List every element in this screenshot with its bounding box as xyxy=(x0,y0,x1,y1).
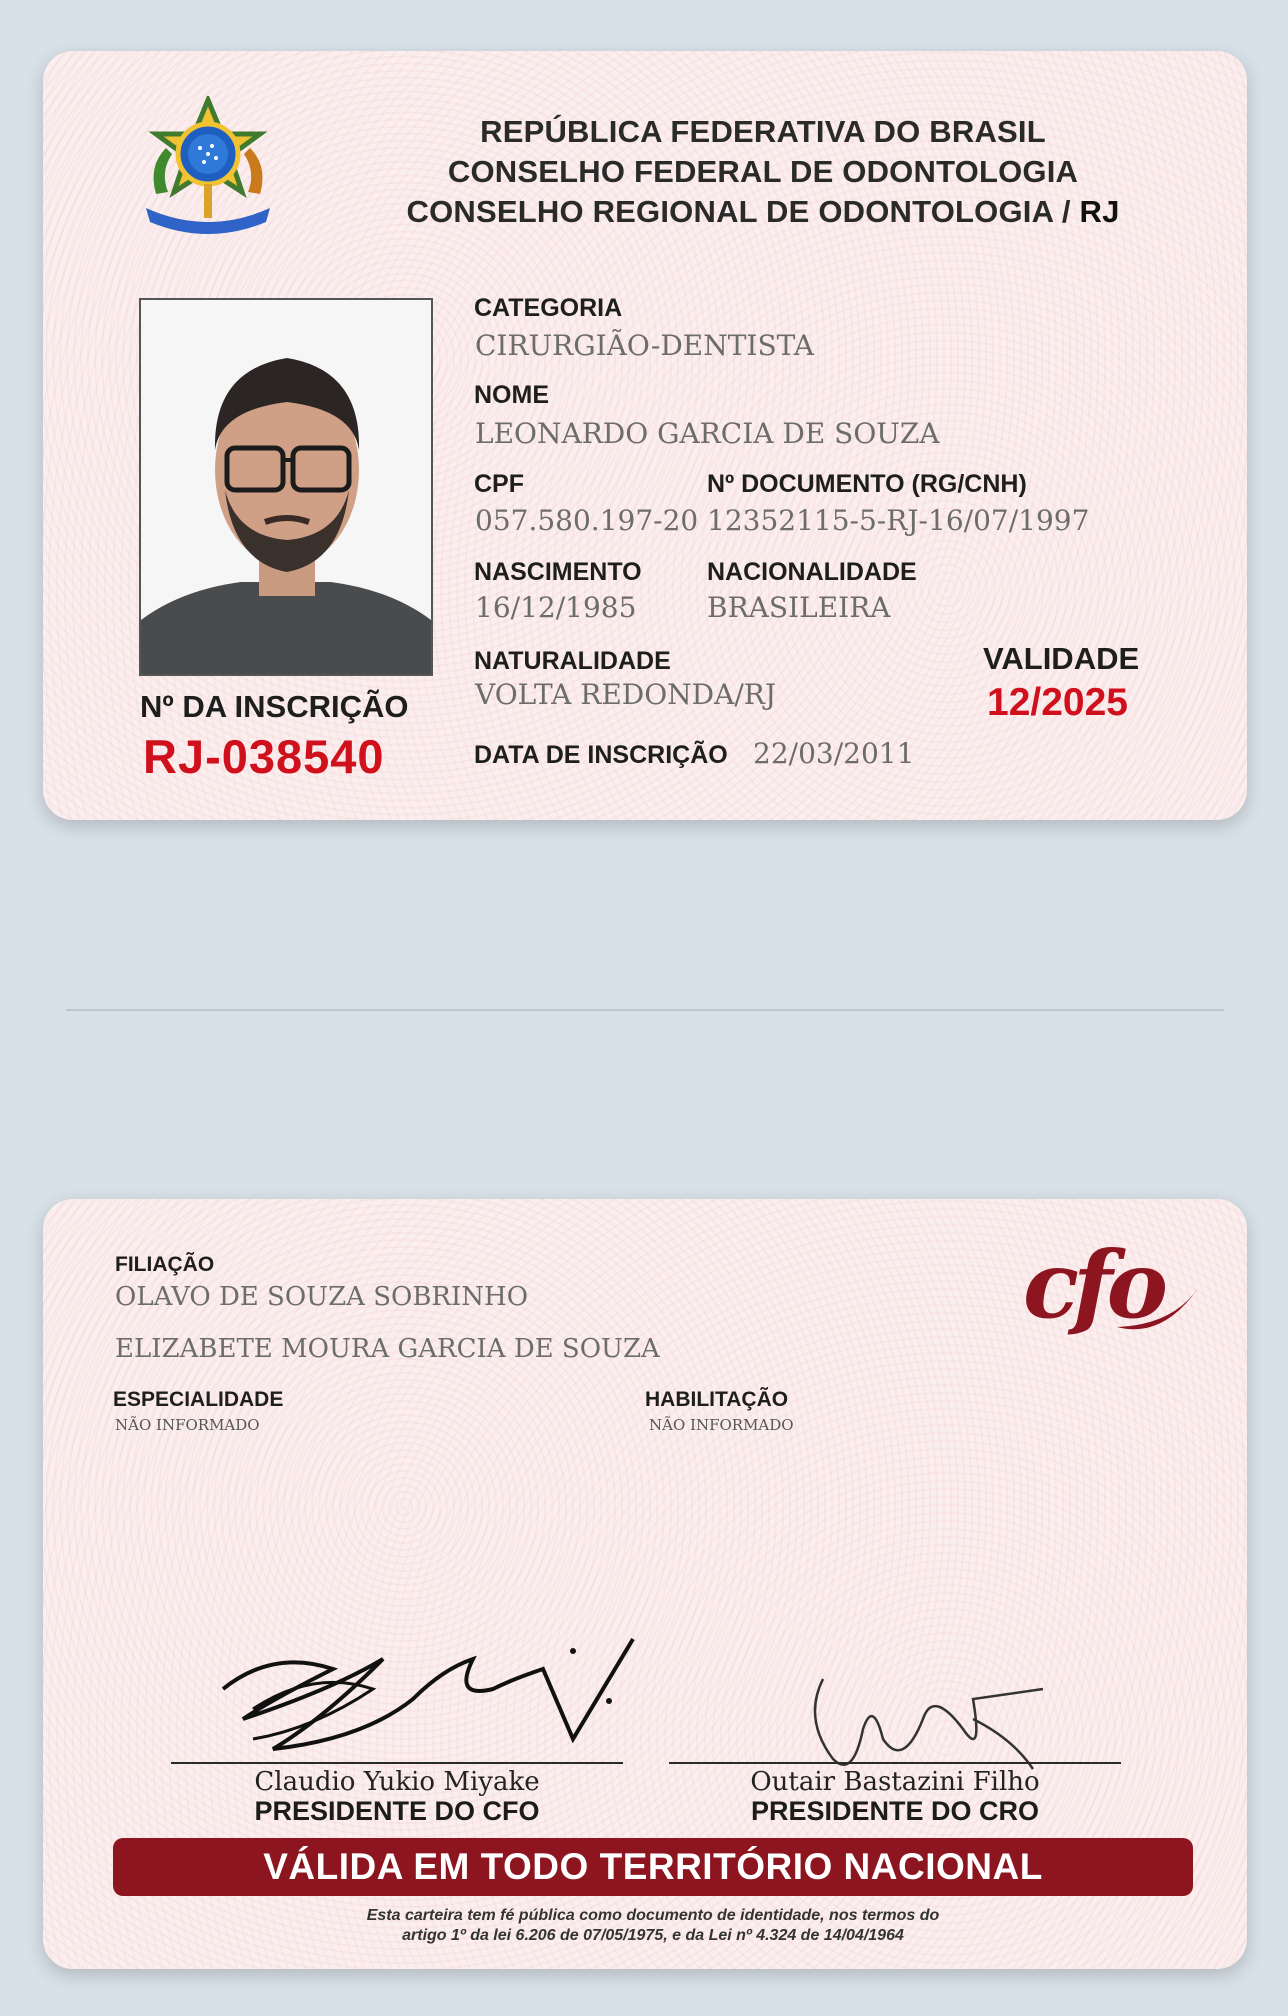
data-inscricao-value: 22/03/2011 xyxy=(753,737,915,770)
nascimento-label: NASCIMENTO xyxy=(474,558,642,586)
documento-value: 12352115-5-RJ-16/07/1997 xyxy=(707,504,1090,537)
id-card-front xyxy=(43,51,1247,820)
cpf-value: 057.580.197-20 xyxy=(475,504,699,537)
especialidade-label: ESPECIALIDADE xyxy=(113,1388,284,1411)
signature-cfo xyxy=(213,1629,673,1769)
cfo-logo-icon xyxy=(1023,1231,1203,1349)
nacionalidade-value: BRASILEIRA xyxy=(707,591,891,624)
signature-line-cro xyxy=(669,1762,1121,1764)
data-inscricao-label: DATA DE INSCRIÇÃO xyxy=(474,741,728,769)
naturalidade-label: NATURALIDADE xyxy=(474,647,671,675)
header-uf: RJ xyxy=(1079,194,1120,229)
cfo-logo-swoosh xyxy=(1113,1269,1203,1339)
id-card-back xyxy=(43,1199,1247,1969)
habilitacao-label: HABILITAÇÃO xyxy=(645,1388,789,1411)
header-line-3-prefix: CONSELHO REGIONAL DE ODONTOLOGIA / xyxy=(406,194,1071,229)
validade-value: 12/2025 xyxy=(987,681,1128,724)
naturalidade-value: VOLTA REDONDA/RJ xyxy=(475,678,777,711)
header-line-1: REPÚBLICA FEDERATIVA DO BRASIL xyxy=(480,114,1046,149)
cfo-logo-text: cfo xyxy=(1023,1231,1162,1339)
cpf-label: CPF xyxy=(474,470,524,498)
inscricao-number: RJ-038540 xyxy=(143,730,385,783)
filiacao-mae: ELIZABETE MOURA GARCIA DE SOUZA xyxy=(115,1334,660,1364)
header-line-3 xyxy=(343,194,1183,230)
card-divider xyxy=(66,1009,1224,1011)
signer-title-cfo: PRESIDENTE DO CFO xyxy=(254,1796,540,1826)
holder-photo xyxy=(139,298,433,676)
inscricao-label: Nº DA INSCRIÇÃO xyxy=(140,689,409,724)
nome-value: LEONARDO GARCIA DE SOUZA xyxy=(475,417,940,450)
nacionalidade-label: NACIONALIDADE xyxy=(707,558,917,586)
signature-line-cfo xyxy=(171,1762,623,1764)
especialidade-value: NÃO INFORMADO xyxy=(115,1416,260,1434)
habilitacao-value: NÃO INFORMADO xyxy=(649,1416,794,1434)
brasao-icon xyxy=(138,96,278,244)
categoria-value: CIRURGIÃO-DENTISTA xyxy=(475,329,815,362)
filiacao-pai: OLAVO DE SOUZA SOBRINHO xyxy=(115,1282,529,1312)
filiacao-label: FILIAÇÃO xyxy=(115,1253,215,1276)
categoria-label: CATEGORIA xyxy=(474,294,623,322)
portrait-image xyxy=(141,300,431,674)
nome-label: NOME xyxy=(474,381,549,409)
signer-title-cro: PRESIDENTE DO CRO xyxy=(750,1796,1040,1826)
legal-text-line-1: Esta carteira tem fé pública como documento de identidade, nos termos do xyxy=(366,1907,940,1924)
legal-text-line-2: artigo 1º da lei 6.206 de 07/05/1975, e da Lei nº 4.324 de 14/04/1964 xyxy=(402,1927,904,1944)
documento-label: Nº DOCUMENTO (RG/CNH) xyxy=(707,470,1027,498)
validade-label: VALIDADE xyxy=(983,641,1140,676)
signer-name-cfo: Claudio Yukio Miyake xyxy=(254,1767,540,1797)
signer-name-cro: Outair Bastazini Filho xyxy=(750,1767,1040,1797)
header-line-2: CONSELHO FEDERAL DE ODONTOLOGIA xyxy=(447,154,1079,189)
validity-banner: VÁLIDA EM TODO TERRITÓRIO NACIONAL xyxy=(113,1838,1193,1896)
nascimento-value: 16/12/1985 xyxy=(475,591,637,624)
